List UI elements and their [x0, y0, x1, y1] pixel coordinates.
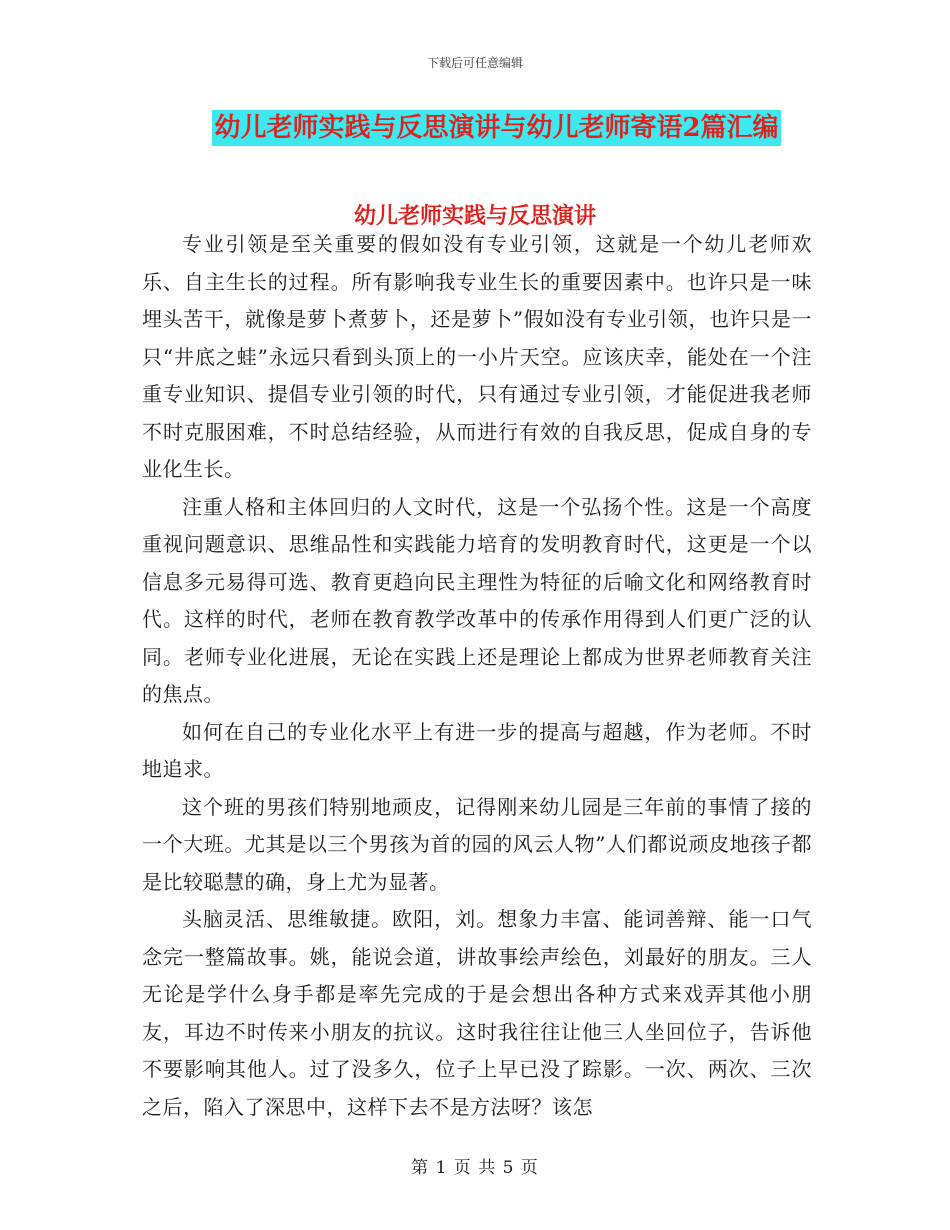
page-footer: 第 1 页 共 5 页 — [411, 1158, 539, 1178]
paragraph: 专业引领是至关重要的假如没有专业引领，这就是一个幼儿老师欢乐、自主生长的过程。所有影响我专业生长的重要因素中。也许只是一味埋头苦干，就像是萝卜煮萝卜，还是萝卜”假如没有专业引领，也许只是一只“井底之蛙”永远只看到头顶上的一小片天空。应该庆幸，能处在一个注重专业知识、提倡专业引领的时代，只有通过专业引领，才能促进我老师不时克服困难，不时总结经验，从而进行有效的自我反思，促成自身的专业化生长。 — [142, 232, 812, 481]
page-header-note: 下载后可任意编辑 — [426, 56, 523, 70]
document-title: 幼儿老师实践与反思演讲与幼儿老师寄语2篇汇编 — [212, 110, 780, 146]
paragraph: 这个班的男孩们特别地顽皮，记得刚来幼儿园是三年前的事情了接的一个大班。尤其是以三个男孩为首的园的风云人物”人们都说顽皮地孩子都是比较聪慧的确，身上尤为显著。 — [142, 794, 812, 894]
paragraph: 注重人格和主体回归的人文时代，这是一个弘扬个性。这是一个高度重视问题意识、思维品性和实践能力培育的发明教育时代，这更是一个以信息多元易得可选、教育更趋向民主理性为特征的后喻文化和网络教育时代。这样的时代，老师在教育教学改革中的传承作用得到人们更广泛的认同。老师专业化进展，无论在实践上还是理论上都成为世界老师教育关注的焦点。 — [142, 494, 812, 706]
paragraph: 如何在自己的专业化水平上有进一步的提高与超越，作为老师。不时地追求。 — [142, 719, 812, 781]
document-body — [142, 226, 812, 1126]
document-title-container — [0, 110, 950, 146]
paragraph: 头脑灵活、思维敏捷。欧阳，刘。想象力丰富、能词善辩、能一口气念完一整篇故事。姚，能说会道，讲故事绘声绘色，刘最好的朋友。三人无论是学什么身手都是率先完成的于是会想出各种方式来戏弄其他小朋友，耳边不时传来小朋友的抗议。这时我往往让他三人坐回位子，告诉他不要影响其他人。过了没多久，位子上早已没了踪影。一次、两次、三次之后，陷入了深思中，这样下去不是方法呀？该怎 — [142, 907, 812, 1119]
section-title: 幼儿老师实践与反思演讲 — [353, 203, 596, 229]
